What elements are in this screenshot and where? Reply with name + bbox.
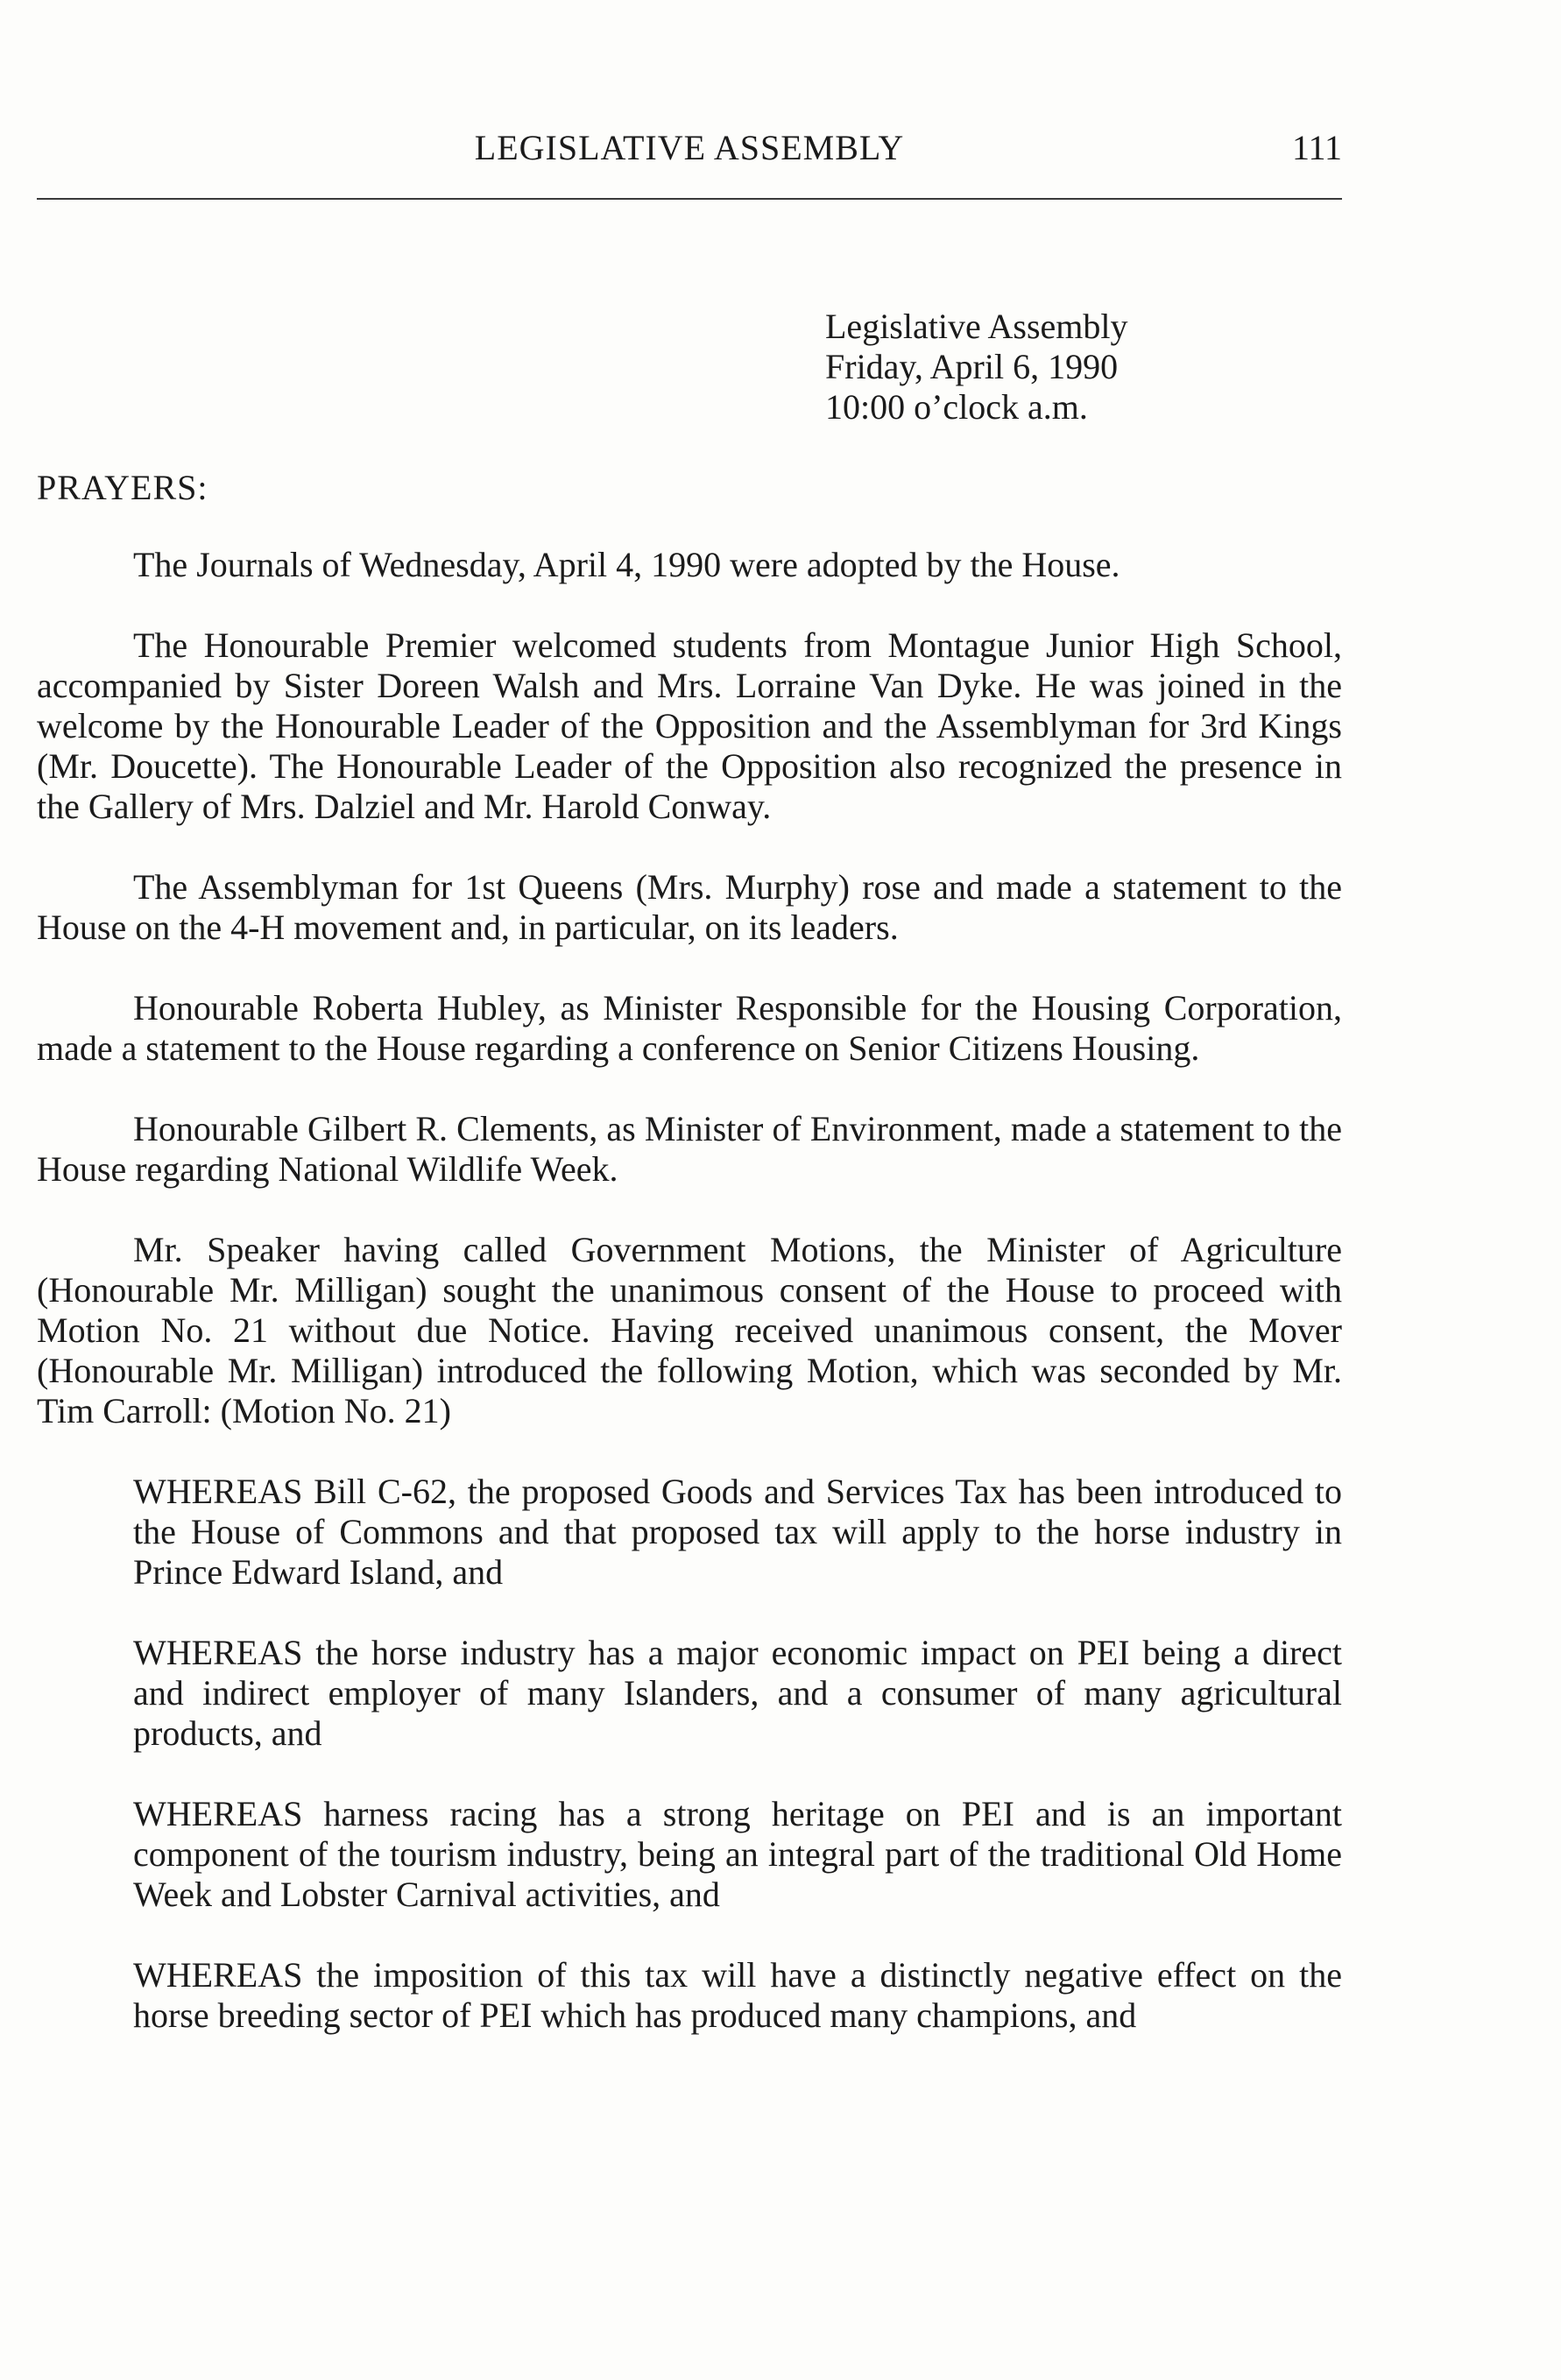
page-number: 111 — [1291, 128, 1342, 167]
header-rule — [37, 198, 1342, 200]
page-header — [37, 128, 1342, 180]
paragraph-students-welcomed: The Honourable Premier welcomed students from Montague Junior High School, accompanied by Sister Doreen Walsh and Mrs. Lorraine Van Dyke. He was joined in the welcome by the Honourable Leader of the Opposition and the Assemblyman for 3rd Kings (Mr. Doucette). The Honourable Leader of the Opposition also recognized the presence in the Gallery of Mrs. Dalziel and Mr. Harold Conway. — [37, 625, 1342, 826]
whereas-clause: WHEREAS the horse industry has a major economic impact on PEI being a direct and indirect employer of many Islanders, and a consumer of many agricultural products, and — [133, 1633, 1342, 1753]
whereas-clause: WHEREAS harness racing has a strong heritage on PEI and is an important component of the tourism industry, being an integral part of the traditional Old Home Week and Lobster Carnival activities, and — [133, 1794, 1342, 1914]
sitting-date: Friday, April 6, 1990 — [825, 347, 1119, 386]
paragraph-journals-adopted: The Journals of Wednesday, April 4, 1990 were adopted by the House. — [133, 545, 1120, 584]
sitting-body: Legislative Assembly — [825, 307, 1128, 346]
sitting-block — [825, 307, 1128, 427]
running-head: LEGISLATIVE ASSEMBLY — [474, 128, 905, 167]
prayers-heading: PRAYERS: — [37, 468, 208, 507]
whereas-clause: WHEREAS the imposition of this tax will have a distinctly negative effect on the horse breeding sector of PEI which has produced many champions, and — [133, 1955, 1342, 2035]
paragraph-housing-statement: Honourable Roberta Hubley, as Minister Responsible for the Housing Corporation, made a statement to the House regarding a conference on Senior Citizens Housing. — [37, 988, 1342, 1068]
journal-body — [37, 545, 1342, 2076]
paragraph-wildlife-statement: Honourable Gilbert R. Clements, as Minister of Environment, made a statement to the House regarding National Wildlife Week. — [37, 1109, 1342, 1189]
paragraph-government-motion: Mr. Speaker having called Government Motions, the Minister of Agriculture (Honourable Mr. Milligan) sought the unanimous consent of the House to proceed with Motion No. 21 without due Notice. Having received unanimous consent, the Mover (Honourable Mr. Milligan) introduced the following Motion, which was seconded by Mr. Tim Carroll: (Motion No. 21) — [37, 1230, 1342, 1430]
whereas-clause: WHEREAS Bill C-62, the proposed Goods and Services Tax has been introduced to the House of Commons and that proposed tax will apply to the horse industry in Prince Edward Island, and — [133, 1472, 1342, 1592]
paragraph-4h-statement: The Assemblyman for 1st Queens (Mrs. Murphy) rose and made a statement to the House on the 4-H movement and, in particular, on its leaders. — [37, 867, 1342, 947]
sitting-time: 10:00 o’clock a.m. — [825, 387, 1088, 427]
